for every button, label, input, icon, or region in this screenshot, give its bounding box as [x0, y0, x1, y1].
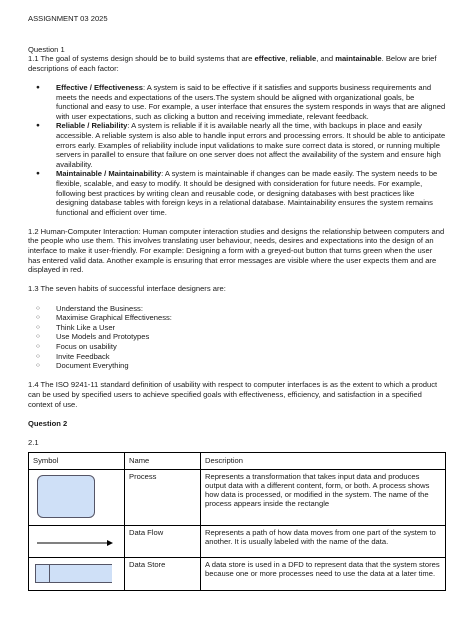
list-item: ● Effective / Effectiveness: A system is said to be effective if it satisfies and supports business requirements and meets the needs and expectations of the users.The system should be aligned with organizational goals, be functional and easy to use. For example, a user interface that ensures the system responds in ways that are aligned with user expectations, such as clicking a button and receiving immediate, relevant feedback.: [28, 83, 446, 121]
question-1-1-intro: 1.1 The goal of systems design should be to build systems that are effective, reliable, and maintainable. Below are brief descriptions of each factor:: [28, 54, 437, 73]
list-item: ○ Think Like a User: [28, 323, 446, 333]
question-1-2-paragraph: 1.2 Human-Computer Interaction: Human computer interaction studies and designs the relationship between computers and the people who use them. This involves translating user behaviour, needs, desires and expectations into the design of an interface to make it user-friendly. For example: Designing a form with a greyed-out button that turns green when the user has entered valid data. Another example is ensuring that error messages are visible where the user expects them and are displayed in red.: [28, 226, 445, 275]
description-cell: Represents a path of how data moves from one part of the system to another. It is usually labeled with the name of the data.: [201, 525, 446, 557]
column-header: Name: [125, 452, 201, 469]
name-cell: Data Flow: [125, 525, 201, 557]
name-cell: Data Store: [125, 557, 201, 590]
column-header: Description: [201, 452, 446, 469]
rounded-rectangle-icon: [37, 475, 95, 518]
list-item: ● Maintainable / Maintainability: A system is maintainable if changes can be made easily. The system needs to be flexible, scalable, and easy to modify. It should be designed with consideration for future needs. For example, following best practices by writing clean and reusable code, or designing databases with best practices like designing database tables with foreign keys in a relational database. Maintainability ensures the system remains functional and efficient over time.: [28, 169, 446, 217]
list-item: ○ Maximise Graphical Effectiveness:: [28, 313, 446, 323]
name-cell: Process: [125, 469, 201, 525]
dfd-symbols-table: [28, 452, 446, 591]
symbol-cell: [29, 557, 125, 590]
arrow-icon: [37, 539, 113, 547]
document-header: ASSIGNMENT 03 2025: [28, 14, 108, 23]
list-item: ○ Invite Feedback: [28, 352, 446, 362]
column-header: Symbol: [29, 452, 125, 469]
habits-list: [28, 304, 446, 371]
question-2-heading: Question 2: [28, 418, 68, 428]
list-item: ● Reliable / Reliability: A system is reliable if it is available nearly all the time, with backups in place and easily accessible. A reliable system is also able to handle input errors and processing errors. It should be able to anticipate errors early. Examples of reliability include input validations to make sure correct data is stored, or running multiple servers in parallel to ensure that failure on one server does not affect the availability of the system and ensure high availability.: [28, 121, 446, 169]
description-cell: Represents a transformation that takes input data and produces output data with a different content, form, or both. A process shows how data is processed, or modified in the system. The name of the process appears inside the rectangle: [201, 469, 446, 525]
open-rectangle-icon: [35, 564, 112, 583]
table-row: [29, 557, 446, 590]
question-1-heading: Question 1: [28, 44, 65, 54]
table-row: [29, 469, 446, 525]
list-item: ○ Focus on usability: [28, 342, 446, 352]
factors-list: [28, 83, 446, 217]
question-1-4-paragraph: 1.4 The ISO 9241-11 standard definition of usability with respect to computer interfaces is as the extent to which a product can be used by specified users to achieve specified goals with effectiveness, efficiency, and satisfaction in a specified context of use.: [28, 380, 438, 409]
symbol-cell: [29, 469, 125, 525]
table-header-row: [29, 452, 446, 469]
list-item: ○ Understand the Business:: [28, 304, 446, 314]
question-1-3-paragraph: 1.3 The seven habits of successful interface designers are:: [28, 284, 226, 294]
document-page: [28, 14, 446, 591]
list-item: ○ Use Models and Prototypes: [28, 332, 446, 342]
list-item: ○ Document Everything: [28, 361, 446, 371]
symbol-cell: [29, 525, 125, 557]
description-cell: A data store is used in a DFD to represent data that the system stores because one or more processes need to use the data at a later time.: [201, 557, 446, 590]
table-row: [29, 525, 446, 557]
question-2-1-label: 2.1: [28, 437, 39, 447]
